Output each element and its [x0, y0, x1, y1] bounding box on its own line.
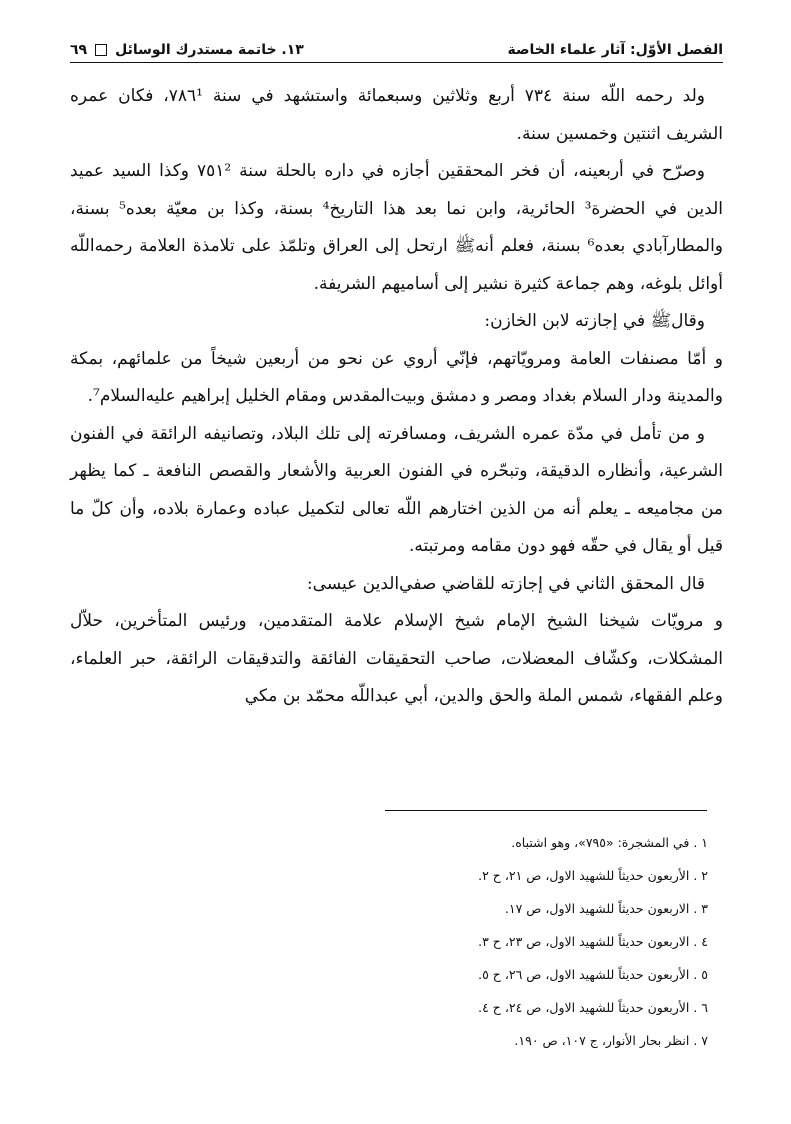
- running-header: [70, 30, 723, 63]
- footnote: ٣ . الاربعون حديثاً للشهيد الاول، ص ١٧.: [504, 901, 708, 916]
- page-number: ٦٩: [70, 42, 88, 58]
- paragraph: و من تأمل في مدّة عمره الشريف، ومسافرته إلى تلك البلاد، وتصانيفه الرائقة في الفنون الشرعية، وأنظاره الدقيقة، وتبحّره في الفنون العربية والأشعار والقصص النافعة ـ كما يظهر من مجاميعه ـ يعلم أنه من الذين اختارهم اللّه تعالى لتكميل عباده وعمارة بلاده، وأن كلّ ما قيل أو يقال في حقّه فهو دون مقامه ومرتبته.: [70, 423, 723, 556]
- chapter-title: الفصل الأوّل: آثار علماء الخاصة: [507, 42, 723, 58]
- footnote: ٧ . انظر بحار الأنوار، ج ١٠٧، ص ١٩٠.: [514, 1033, 708, 1048]
- paragraph: وقال‌ﷺ في إجازته لابن الخازن:: [484, 311, 705, 331]
- book-title: ١٣. خاتمة مستدرك الوسائل: [115, 42, 304, 58]
- square-separator-icon: [95, 44, 107, 56]
- quote-paragraph: و مرويّات شيخنا الشيخ الإمام شيخ الإسلام علامة المتقدمين، ورئيس المتأخرين، حلاّل المشكلات، وكشّاف المعضلات، صاحب التحقيقات الفائقة والتدقيقات الرائقة، حبر العلماء، وعلم الفقهاء، شمس الملة والحق والدين، أبي عبداللّه محمّد بن مكي: [70, 611, 723, 706]
- header-book-info: [70, 42, 304, 58]
- main-text: [70, 78, 723, 716]
- footnote-separator: [385, 810, 707, 811]
- footnotes: [70, 826, 708, 1057]
- paragraph: ولد رحمه اللّه سنة ٧٣٤ أربع وثلاثين وسبعمائة واستشهد في سنة ٧٨٦¹، فكان عمره الشريف اثنتين وخمسين سنة.: [70, 86, 723, 144]
- footnote: ١ . في المشجرة: «٧٩٥»، وهو اشتباه.: [511, 835, 708, 850]
- quote-paragraph: و أمّا مصنفات العامة ومرويّاتهم، فإنّي أروي عن نحو من أربعين شيخاً من علمائهم، بمكة والمدينة ودار السلام بغداد ومصر و دمشق وبيت‌المقدس ومقام الخليل إبراهيم ‌عليه‌السلام⁷.: [70, 348, 723, 406]
- footnote: ٦ . الأربعون حديثاً للشهيد الاول، ص ٢٤، ح ٤.: [478, 1000, 708, 1015]
- paragraph: وصرّح في أربعينه، أن فخر المحققين أجازه في داره بالحلة سنة ٧٥١² وكذا السيد عميد الدين في الحضرة³ الحائرية، وابن نما بعد هذا التاريخ⁴ بسنة، وكذا بن معيّة بعده⁵ بسنة، والمطارآبادي بعده⁶ بسنة، فعلم أنه‌ﷺ ارتحل إلى العراق وتلمّذ على تلامذة العلامة رحمه‌اللّه أوائل بلوغه، وهم جماعة كثيرة نشير إلى أساميهم الشريفة.: [70, 161, 723, 294]
- footnote: ٢ . الأربعون حديثاً للشهيد الاول، ص ٢١، ح ٢.: [478, 868, 708, 883]
- paragraph: قال المحقق الثاني في إجازته للقاضي صفي‌الدين عيسى:: [306, 573, 705, 594]
- footnote: ٥ . الأربعون حديثاً للشهيد الاول، ص ٢٦، ح ٥.: [478, 967, 708, 982]
- footnote: ٤ . الاربعون حديثاً للشهيد الاول، ص ٢٣، ح ٣.: [478, 934, 708, 949]
